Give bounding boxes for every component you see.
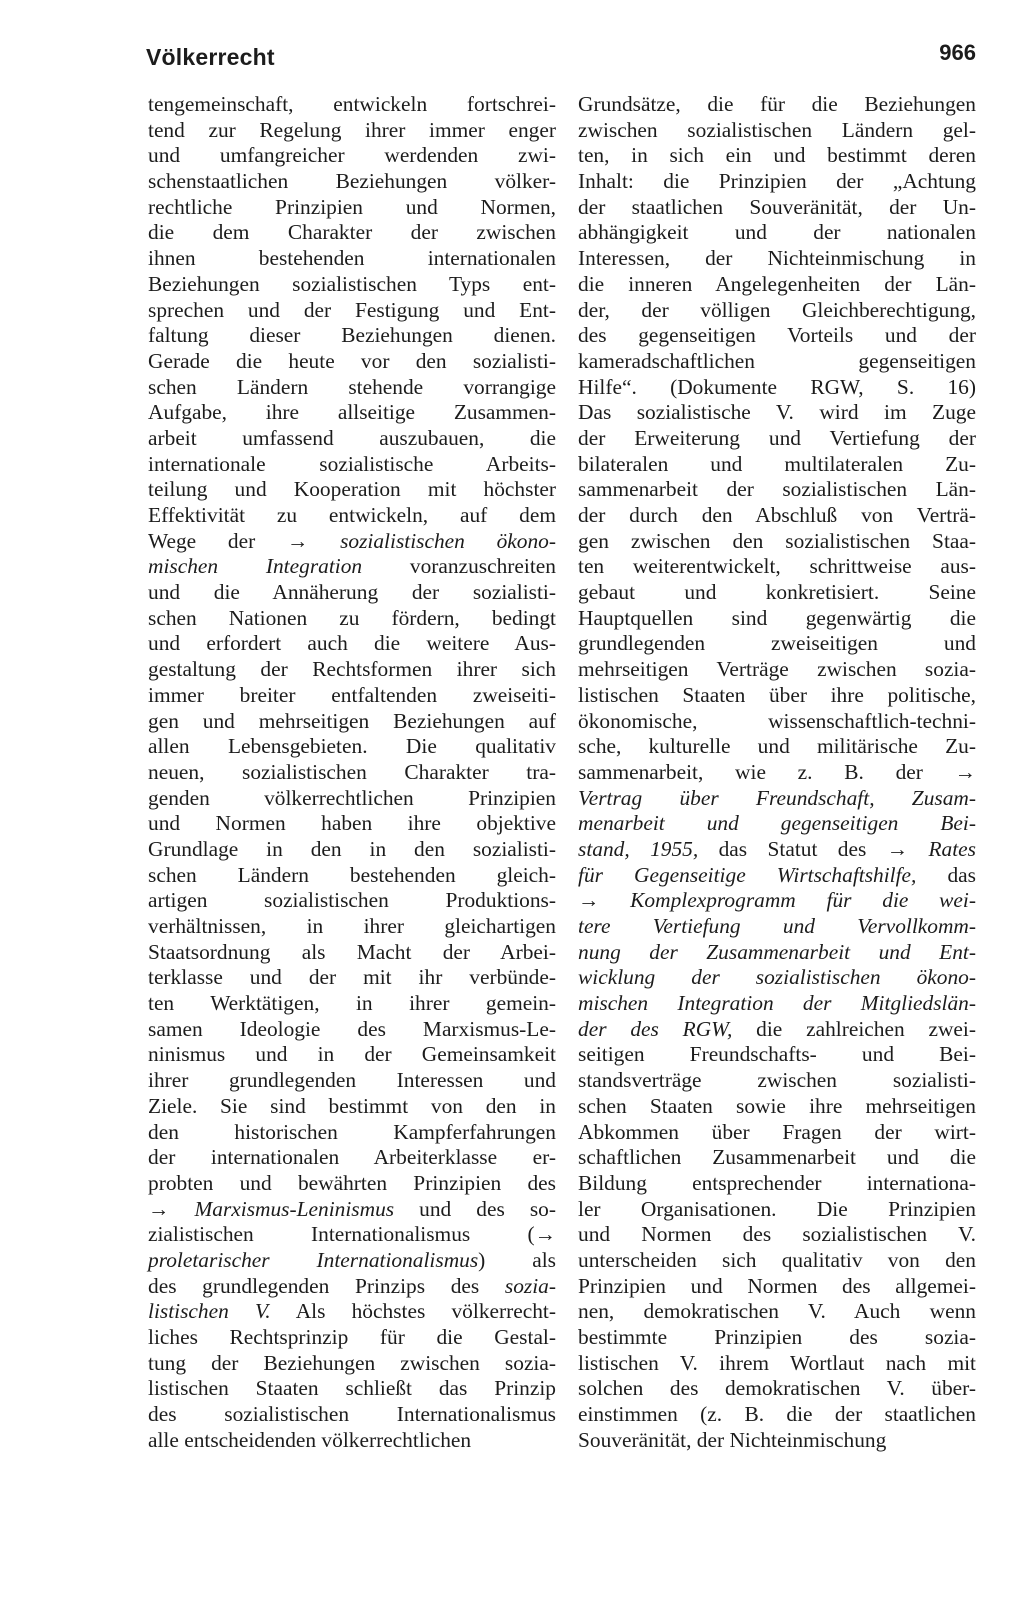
text-run: ihnen bestehenden internationalen xyxy=(148,246,556,271)
text-line xyxy=(148,400,556,426)
text-run: das xyxy=(916,862,976,887)
text-run: terklasse und der mit ihr verbünde- xyxy=(148,965,556,990)
text-run: gestaltung der Rechtsformen ihrer sich xyxy=(148,657,556,682)
text-run: und die Annäherung der sozialisti- xyxy=(148,580,556,605)
italic-term: tere Vertiefung und Vervollkomm- xyxy=(578,914,976,938)
page-header xyxy=(146,40,976,84)
text-line xyxy=(578,92,976,118)
text-run: listischen Staaten über ihre politische, xyxy=(578,682,976,707)
text-run: listischen V. ihrem Wortlaut nach mit xyxy=(578,1350,976,1375)
text-run: sammenarbeit, wie z. B. der → xyxy=(578,759,976,784)
text-line xyxy=(148,272,556,298)
italic-term: der des RGW, xyxy=(578,1016,733,1041)
text-run: schenstaatlichen Beziehungen völker- xyxy=(148,169,556,194)
text-run: Grundsätze, die für die Beziehungen xyxy=(578,92,976,116)
text-run: Grundlage in den in den sozialisti- xyxy=(148,836,556,861)
italic-term: proletarischer Internationalismus xyxy=(148,1247,479,1272)
text-line xyxy=(148,940,556,966)
text-line xyxy=(578,375,976,401)
text-run: Inhalt: die Prinzipien der „Achtung xyxy=(578,169,976,194)
text-line xyxy=(578,657,976,683)
text-run: neuen, sozialistischen Charakter tra- xyxy=(148,759,556,784)
text-line xyxy=(578,1145,976,1171)
text-run: Wege der xyxy=(148,528,287,553)
text-run: nen, demokratischen V. Auch wenn xyxy=(578,1299,976,1324)
text-line xyxy=(578,1120,976,1146)
text-run: bestimmte Prinzipien des sozia- xyxy=(578,1325,976,1349)
text-run: die inneren Angelegenheiten der Län- xyxy=(578,271,976,296)
text-run: das Statut des xyxy=(698,836,887,861)
text-line xyxy=(148,1428,556,1454)
text-line xyxy=(578,1171,976,1197)
text-run: ler Organisationen. Die Prinzipien xyxy=(578,1196,976,1221)
text-run: Ziele. Sie sind bestimmt von den in xyxy=(148,1093,556,1118)
text-run: sprechen und der Festigung und Ent- xyxy=(148,297,556,322)
text-line xyxy=(578,1376,976,1402)
text-run: unterscheiden sich qualitativ von den xyxy=(578,1247,976,1272)
text-run: samen Ideologie des Marxismus-Le- xyxy=(148,1016,556,1041)
text-line xyxy=(148,1042,556,1068)
text-run: schen Ländern bestehenden gleich- xyxy=(148,862,556,887)
text-run: die dem Charakter der zwischen xyxy=(148,220,556,245)
text-run: Staatsordnung als Macht der Arbei- xyxy=(148,939,556,964)
text-line xyxy=(578,1274,976,1300)
text-run: gen und mehrseitigen Beziehungen auf xyxy=(148,708,556,733)
text-line xyxy=(148,426,556,452)
text-line xyxy=(148,888,556,914)
text-line xyxy=(148,760,556,786)
text-run: seitigen Freundschafts- und Bei- xyxy=(578,1042,976,1067)
text-run: tend zur Regelung ihrer immer enger xyxy=(148,117,556,142)
text-run: ninismus und in der Gemeinsamkeit xyxy=(148,1042,556,1067)
italic-term: → Rates xyxy=(886,836,976,861)
text-line xyxy=(578,298,976,324)
text-run: der, der völligen Gleichberechtigung, xyxy=(578,297,976,322)
text-line xyxy=(578,246,976,272)
text-run: Als höchstes völkerrecht- xyxy=(270,1299,557,1324)
text-line xyxy=(148,1145,556,1171)
running-head-keyword: Völkerrecht xyxy=(146,44,275,70)
text-run: Interessen, der Nichteinmischung in xyxy=(578,246,976,271)
text-line xyxy=(148,195,556,221)
text-run: der Erweiterung und Vertiefung der xyxy=(578,425,976,450)
text-run: Beziehungen sozialistischen Typs ent- xyxy=(148,271,556,296)
text-line xyxy=(148,786,556,812)
text-run: sammenarbeit der sozialistischen Län- xyxy=(578,477,976,502)
text-line xyxy=(578,786,976,812)
text-line xyxy=(148,734,556,760)
text-line xyxy=(578,1248,976,1274)
text-run: genden völkerrechtlichen Prinzipien xyxy=(148,785,556,810)
text-line xyxy=(578,349,976,375)
text-line xyxy=(148,1017,556,1043)
text-line xyxy=(148,323,556,349)
text-run: ) als xyxy=(478,1247,556,1272)
text-line xyxy=(578,811,976,837)
text-run: allen Lebensgebieten. Die qualitativ xyxy=(148,734,556,759)
text-run: Aufgabe, ihre allseitige Zusammen- xyxy=(148,400,556,425)
text-line xyxy=(578,503,976,529)
text-line xyxy=(148,1351,556,1377)
text-run: einstimmen (z. B. die der staatlichen xyxy=(578,1402,976,1427)
text-run: abhängigkeit und der nationalen xyxy=(578,220,976,245)
text-line xyxy=(148,1222,556,1248)
text-run: Bildung entsprechender internationa- xyxy=(578,1170,976,1195)
text-line xyxy=(578,477,976,503)
text-line xyxy=(578,709,976,735)
text-line xyxy=(148,220,556,246)
text-run: grundlegenden zweiseitigen und xyxy=(578,631,976,656)
text-run: verhältnissen, in ihrer gleichartigen xyxy=(148,914,556,938)
text-run: Hauptquellen sind gegenwärtig die xyxy=(578,605,976,630)
text-line xyxy=(148,529,556,555)
text-line xyxy=(578,1222,976,1248)
text-run: schaftlichen Zusammenarbeit und die xyxy=(578,1145,976,1170)
text-line xyxy=(578,580,976,606)
text-line xyxy=(148,811,556,837)
text-run: gebaut und konkretisiert. Seine xyxy=(578,580,976,605)
text-run: und erfordert auch die weitere Aus- xyxy=(148,631,556,656)
text-line xyxy=(148,1197,556,1223)
italic-term: mischen Integration der Mitgliedslän- xyxy=(578,991,976,1016)
text-line xyxy=(578,1299,976,1325)
text-line xyxy=(148,863,556,889)
text-run: voranzuschreiten xyxy=(362,554,556,579)
italic-term: nung der Zusammenarbeit und Ent- xyxy=(578,939,976,964)
text-line xyxy=(578,1325,976,1351)
italic-term: menarbeit und gegenseitigen Bei- xyxy=(578,811,976,836)
text-line xyxy=(578,400,976,426)
text-run: arbeit umfassend auszubauen, die xyxy=(148,425,556,450)
text-line xyxy=(148,837,556,863)
text-run: Hilfe“. (Dokumente RGW, S. 16) xyxy=(578,374,976,399)
text-run: und Normen des sozialistischen V. xyxy=(578,1222,976,1247)
text-line xyxy=(148,375,556,401)
text-line xyxy=(148,1068,556,1094)
text-line xyxy=(148,1325,556,1351)
text-line xyxy=(578,220,976,246)
italic-term: mischen Integration xyxy=(148,554,363,579)
text-run: tung der Beziehungen zwischen sozia- xyxy=(148,1350,556,1375)
text-line xyxy=(578,529,976,555)
text-line xyxy=(148,991,556,1017)
text-line xyxy=(578,863,976,889)
text-line xyxy=(148,1376,556,1402)
text-run: ökonomische, wissenschaftlich-techni- xyxy=(578,708,976,733)
text-run: Abkommen über Fragen der wirt- xyxy=(578,1119,976,1144)
text-run: alle entscheidenden völkerrechtlichen xyxy=(148,1427,472,1452)
italic-term: → Marxismus-Leninismus xyxy=(148,1196,395,1221)
text-line xyxy=(148,118,556,144)
text-line xyxy=(578,1042,976,1068)
text-line xyxy=(578,837,976,863)
text-line xyxy=(148,143,556,169)
text-line xyxy=(148,169,556,195)
italic-term: → sozialistischen ökono- xyxy=(286,528,556,553)
text-line xyxy=(578,1351,976,1377)
text-run: ten weiterentwickelt, schrittweise aus- xyxy=(578,554,976,579)
text-line xyxy=(148,349,556,375)
text-line xyxy=(578,118,976,144)
text-run: ihrer grundlegenden Interessen und xyxy=(148,1068,556,1093)
text-line xyxy=(578,1017,976,1043)
text-run: Gerade die heute vor den sozialisti- xyxy=(148,348,556,373)
text-run: internationale sozialistische Arbeits- xyxy=(148,451,556,476)
text-run: der durch den Abschluß von Verträ- xyxy=(578,503,976,527)
text-line xyxy=(148,452,556,478)
text-run: immer breiter entfaltenden zweiseiti- xyxy=(148,682,556,707)
text-run: den historischen Kampferfahrungen xyxy=(148,1119,556,1144)
text-run: und des so- xyxy=(394,1196,556,1221)
text-line xyxy=(578,143,976,169)
text-run: der internationalen Arbeiterklasse er- xyxy=(148,1145,556,1170)
text-run: zialistischen Internationalismus (→ xyxy=(148,1222,556,1247)
text-line xyxy=(148,298,556,324)
text-line xyxy=(578,1402,976,1428)
text-run: des grundlegenden Prinzips des xyxy=(148,1273,505,1298)
text-run: schen Ländern stehende vorrangige xyxy=(148,374,556,399)
text-column-right xyxy=(578,92,976,1453)
text-run: liches Rechtsprinzip für die Gestal- xyxy=(148,1325,556,1349)
page-number: 966 xyxy=(939,40,976,65)
italic-term: sozia- xyxy=(504,1273,556,1298)
text-line xyxy=(148,1299,556,1325)
text-run: bilateralen und multilateralen Zu- xyxy=(578,451,976,476)
text-line xyxy=(578,1197,976,1223)
text-line xyxy=(578,452,976,478)
text-run: Prinzipien und Normen des allgemei- xyxy=(578,1273,976,1298)
text-line xyxy=(578,683,976,709)
text-line xyxy=(578,169,976,195)
text-line xyxy=(578,1068,976,1094)
text-line xyxy=(148,1274,556,1300)
text-run: rechtliche Prinzipien und Normen, xyxy=(148,194,556,219)
text-line xyxy=(578,734,976,760)
text-line xyxy=(148,606,556,632)
text-run: tengemeinschaft, entwickeln fortschrei- xyxy=(148,92,556,116)
italic-term: → Komplexprogramm für die wei- xyxy=(578,888,976,913)
text-line xyxy=(578,1094,976,1120)
text-line xyxy=(148,965,556,991)
text-line xyxy=(578,914,976,940)
italic-term: wicklung der sozialistischen ökono- xyxy=(578,965,976,990)
text-line xyxy=(148,246,556,272)
text-line xyxy=(578,272,976,298)
text-line xyxy=(148,709,556,735)
text-run: die zahlreichen zwei- xyxy=(732,1016,976,1041)
text-line xyxy=(148,554,556,580)
text-line xyxy=(578,991,976,1017)
text-line xyxy=(148,631,556,657)
text-line xyxy=(578,888,976,914)
text-line xyxy=(148,503,556,529)
text-run: faltung dieser Beziehungen dienen. xyxy=(148,323,556,348)
text-line xyxy=(148,683,556,709)
text-run: probten und bewährten Prinzipien des xyxy=(148,1170,556,1195)
text-run: artigen sozialistischen Produktions- xyxy=(148,888,556,913)
text-line xyxy=(578,606,976,632)
text-run: schen Nationen zu fördern, bedingt xyxy=(148,605,556,630)
text-run: mehrseitigen Verträge zwischen sozia- xyxy=(578,657,976,682)
text-line xyxy=(148,657,556,683)
italic-term: listischen V. xyxy=(148,1299,271,1324)
text-line xyxy=(148,580,556,606)
text-run: des sozialistischen Internationalismus xyxy=(148,1402,556,1427)
italic-term: stand, 1955, xyxy=(578,836,699,861)
text-run: ten, in sich ein und bestimmt deren xyxy=(578,143,976,168)
text-run: zwischen sozialistischen Ländern gel- xyxy=(578,117,976,142)
text-line xyxy=(578,940,976,966)
text-run: schen Staaten sowie ihre mehrseitigen xyxy=(578,1093,976,1118)
text-line xyxy=(148,1248,556,1274)
text-run: Effektivität zu entwickeln, auf dem xyxy=(148,503,556,527)
text-run: der staatlichen Souveränität, der Un- xyxy=(578,194,976,219)
text-run: teilung und Kooperation mit höchster xyxy=(148,477,556,502)
text-run: und Normen haben ihre objektive xyxy=(148,811,556,836)
text-run: sche, kulturelle und militärische Zu- xyxy=(578,734,976,759)
text-line xyxy=(148,92,556,118)
text-line xyxy=(148,477,556,503)
text-line xyxy=(578,760,976,786)
text-line xyxy=(578,195,976,221)
text-line xyxy=(578,426,976,452)
text-line xyxy=(148,1402,556,1428)
text-run: solchen des demokratischen V. über- xyxy=(578,1376,976,1401)
text-run: kameradschaftlichen gegenseitigen xyxy=(578,348,976,373)
italic-term: Vertrag über Freundschaft, Zusam- xyxy=(578,785,976,810)
text-run: gen zwischen den sozialistischen Staa- xyxy=(578,528,976,553)
text-run: standsverträge zwischen sozialisti- xyxy=(578,1068,976,1093)
text-run: und umfangreicher werdenden zwi- xyxy=(148,143,556,168)
text-line xyxy=(578,965,976,991)
text-run: des gegenseitigen Vorteils und der xyxy=(578,323,976,348)
text-run: ten Werktätigen, in ihrer gemein- xyxy=(148,991,556,1016)
text-line xyxy=(578,631,976,657)
text-line xyxy=(148,914,556,940)
text-line xyxy=(148,1094,556,1120)
text-run: Das sozialistische V. wird im Zuge xyxy=(578,400,976,425)
text-line xyxy=(578,554,976,580)
text-line xyxy=(578,1428,976,1454)
text-run: listischen Staaten schließt das Prinzip xyxy=(148,1376,556,1401)
italic-term: für Gegenseitige Wirtschaftshilfe, xyxy=(578,862,917,887)
text-line xyxy=(578,323,976,349)
text-run: Souveränität, der Nichteinmischung xyxy=(578,1427,887,1452)
text-line xyxy=(148,1171,556,1197)
text-column-left xyxy=(148,92,556,1453)
text-line xyxy=(148,1120,556,1146)
